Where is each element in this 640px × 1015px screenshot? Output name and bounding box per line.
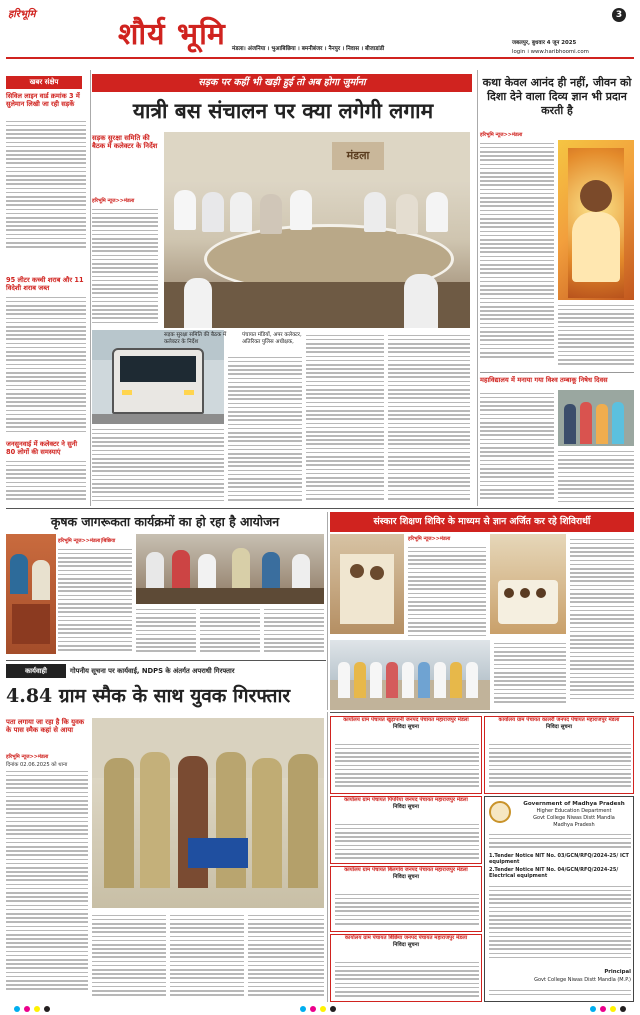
notice-title: कार्यालय ग्राम पंचायत खुड़ापानी जनपद पंचायत महाराजपुर मंडला bbox=[343, 717, 469, 723]
notice-box bbox=[330, 716, 482, 794]
lead-body-col bbox=[92, 426, 224, 506]
lead-byline: हरिभूमि न्यूज>>मंडला bbox=[92, 198, 135, 204]
camp-body bbox=[408, 544, 486, 638]
notice-title: कार्यालय ग्राम पंचायत पिपरिया जनपद पंचायत महाराजपुर मंडला bbox=[344, 797, 468, 803]
dateline: जबलपुर, बुधवार 4 जून 2025 bbox=[512, 40, 577, 46]
brief-title: सिविल लाइन वार्ड क्रमांक 3 में सुलेमान लिखी जा रही सड़कें bbox=[6, 92, 80, 108]
tender-line: 2.Tender Notice NIT No. 04/GCN/RFQ/2024-25/ Electrical equipment bbox=[489, 867, 619, 880]
katha-body bbox=[480, 140, 554, 368]
edition-line: मंडला। अंजनिया । भुआबिछिया । बमनीबंजर । नैनपुर । निवास । बीजाडांडी bbox=[232, 46, 385, 52]
notice-label: निविदा सूचना bbox=[546, 724, 572, 730]
lead-story bbox=[92, 74, 474, 506]
masthead-title: शौर्य भूमि bbox=[118, 17, 226, 52]
photo-caption: सड़क सुरक्षा समिति की बैठक में कलेक्टर के निर्देश bbox=[164, 332, 227, 345]
lead-kicker: सड़क पर कहीं भी खड़ी हुई तो अब होगा जुर्माना bbox=[92, 74, 472, 92]
tobacco-photo bbox=[558, 390, 634, 446]
crime-subhead: पता लगाया जा रहा है कि युवक के पास स्मैक कहां से आया bbox=[6, 718, 85, 735]
notice-box bbox=[330, 796, 482, 864]
brief-title: 95 लीटर कच्ची शराब और 11 विदेशी शराब जब्त bbox=[6, 276, 84, 292]
meeting-photo bbox=[164, 132, 470, 328]
notice-label: निविदा सूचना bbox=[393, 874, 419, 880]
principal-sub: Govt College Niwas Distt Mandla (M.P.) bbox=[534, 977, 631, 983]
masthead bbox=[0, 0, 640, 64]
brief-body bbox=[6, 458, 86, 504]
photo-caption: पंचायत मंडियों, अपर कलेक्टर, अतिरिक्त पुलिस अधीक्षक, bbox=[242, 332, 302, 345]
crime-body-col bbox=[170, 912, 244, 1000]
section-label: कार्यवाही bbox=[6, 664, 66, 678]
lead-body bbox=[92, 206, 158, 324]
notice-box bbox=[330, 866, 482, 932]
crime-photo bbox=[92, 718, 324, 908]
agri-story bbox=[6, 512, 324, 658]
agri-photo-crowd bbox=[6, 534, 56, 654]
principal: Principal bbox=[604, 969, 631, 975]
notice-title: कार्यालय ग्राम पंचायत कालरी जनपद पंचायत महाराजपुर मंडला bbox=[498, 717, 620, 723]
camp-body-col bbox=[570, 536, 634, 706]
camp-headline: संस्कार शिक्षण शिविर के माध्यम से ज्ञान अर्जित कर रहे शिविरार्थी bbox=[330, 512, 634, 532]
katha-headline: कथा केवल आनंद ही नहीं, जीवन को दिशा देने वाला दिव्य ज्ञान भी प्रदान करती है bbox=[482, 76, 632, 117]
gov-title: Government of Madhya Pradesh bbox=[523, 801, 625, 807]
lead-subhead: सड़क सुरक्षा समिति की बैठक में कलेक्टर के निर्देश bbox=[92, 134, 158, 151]
camp-story bbox=[330, 512, 634, 710]
lead-body-col bbox=[228, 354, 302, 506]
crime-body-col bbox=[92, 912, 166, 1000]
tender-line: 1.Tender Notice NIT No. 03/GCN/RFQ/2024-25/ ICT equipment bbox=[489, 853, 629, 866]
camp-byline: हरिभूमि न्यूज>>मंडला bbox=[408, 536, 451, 542]
katha-body-col bbox=[558, 302, 634, 368]
brief-title: जनसुनवाई में कलेक्टर ने सुनी 80 लोगों की समस्याएं bbox=[6, 440, 78, 456]
notice-box bbox=[330, 934, 482, 1002]
notice-label: निविदा सूचना bbox=[393, 804, 419, 810]
agri-headline: कृषक जागरूकता कार्यक्रमों का हो रहा है आयोजन bbox=[50, 514, 280, 529]
brief-body bbox=[6, 118, 86, 250]
crime-body-col bbox=[248, 912, 324, 1000]
camp-body-col bbox=[494, 640, 566, 706]
state-name: Madhya Pradesh bbox=[553, 822, 595, 828]
agri-body-col bbox=[136, 606, 196, 654]
lead-body-col bbox=[388, 332, 470, 506]
katha-byline: हरिभूमि न्यूज>>मंडला bbox=[480, 132, 523, 138]
college-name: Govt College Niwas Distt Mandla bbox=[533, 815, 615, 821]
tobacco-brief-title: महाविद्यालय में मनाया गया विश्व तम्बाकू निषेध दिवस bbox=[480, 376, 608, 384]
crime-kicker: गोपनीय सूचना पर कार्यवाई, NDPS के अंतर्गत अपराधी गिरफ्तार bbox=[70, 667, 235, 675]
camp-photo-group bbox=[330, 640, 490, 710]
camp-photo-class bbox=[490, 534, 566, 634]
tobacco-brief-body-col bbox=[558, 448, 634, 506]
tobacco-brief-body bbox=[480, 390, 554, 506]
crime-byline: हरिभूमि न्यूज>>मंडला bbox=[6, 754, 49, 760]
lead-body-col bbox=[306, 332, 384, 506]
crime-story bbox=[6, 662, 324, 1002]
brand-logo: हरिभूमि bbox=[8, 9, 36, 20]
agri-body-col bbox=[264, 606, 324, 654]
agri-photo-meeting bbox=[136, 534, 324, 604]
website: login । www.haribhoomi.com bbox=[512, 49, 589, 55]
color-registration bbox=[0, 1004, 640, 1015]
mandla-sign: मंडला bbox=[332, 142, 384, 170]
agri-body bbox=[58, 546, 132, 654]
agri-body-col bbox=[200, 606, 260, 654]
crime-body bbox=[6, 768, 88, 1000]
crime-headline: 4.84 ग्राम स्मैक के साथ युवक गिरफ्तार bbox=[6, 685, 291, 707]
news-briefs-sidebar bbox=[6, 64, 88, 506]
agri-byline: हरिभूमि न्यूज>>मंडला|बिछिया bbox=[58, 538, 116, 544]
mp-emblem bbox=[489, 801, 511, 823]
notice-label: निविदा सूचना bbox=[393, 724, 419, 730]
katha-story bbox=[480, 74, 634, 506]
notice-title: कार्यालय ग्राम पंचायत बिछिया जनपद पंचायत महाराजपुर मंडला bbox=[344, 935, 468, 941]
lead-headline: यात्री बस संचालन पर क्या लगेगी लगाम bbox=[132, 98, 434, 123]
camp-photo-kids bbox=[330, 534, 404, 634]
katha-photo bbox=[558, 140, 634, 300]
brief-body bbox=[6, 294, 86, 434]
crime-dateline: दिनांक 02.06.2025 को थाना bbox=[6, 762, 68, 768]
gov-sub: Higher Education Department bbox=[536, 808, 612, 814]
page-number: 3 bbox=[612, 8, 626, 22]
notice-box bbox=[484, 716, 634, 794]
govt-tender-box bbox=[484, 796, 634, 1002]
briefs-header: खबर संक्षेप bbox=[6, 76, 82, 89]
notice-title: कार्यालय ग्राम पंचायत बिलगांव जनपद पंचायत महाराजपुर मंडला bbox=[344, 867, 468, 873]
notice-label: निविदा सूचना bbox=[393, 942, 419, 948]
